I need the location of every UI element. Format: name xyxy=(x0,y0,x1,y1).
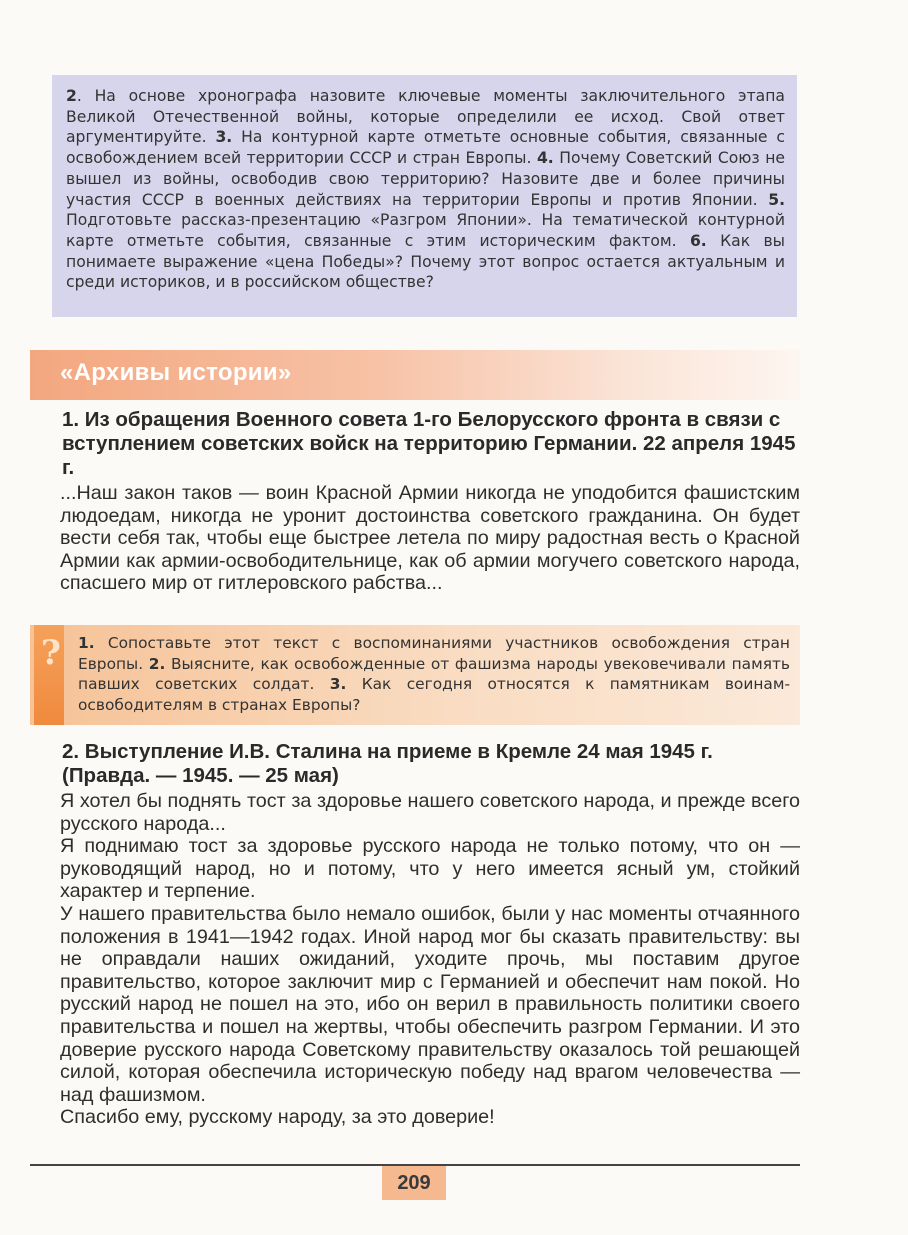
question-2-text: . На основе хронографа назовите ключевые моменты заключительного этапа Великой Отечественной войны, которые определили ее исход. Свой ответ аргументируйте. xyxy=(66,87,785,147)
question-2-number: 2 xyxy=(66,87,77,105)
document-2-paragraph-3: У нашего правительства было немало ошибок, были у нас моменты отчаянного положения в 1941—1942 годах. Иной народ мог бы сказать правительству: вы не оправдали наших ожиданий, уходите прочь, мы поставим другое правительство, которое заключит мир с Германией и обеспечит нам покой. Но русский народ не пошел на это, ибо он верил в правильность политики своего правительства и пошел на жертвы, чтобы обеспечить разгром Германии. И это доверие русского народа Советскому правительству оказалось той решающей силой, которая обеспечила историческую победу над врагом человечества — над фашизмом. xyxy=(60,902,800,1106)
question-mark-icon: ? xyxy=(41,633,61,673)
page-number: 209 xyxy=(382,1166,446,1200)
doc-question-1-number: 1. xyxy=(78,634,95,652)
document-1-questions-box xyxy=(30,625,800,725)
question-5-text: Подготовьте рассказ-презентацию «Разгром Японии». На тематической контурной карте отметьте события, связанные с этим историческим фактом. xyxy=(66,211,785,250)
doc-question-2-text: Выясните, как освобожденные от фашизма народы увековечивали память павших советских солдат. xyxy=(78,654,790,694)
archive-section-header xyxy=(30,350,800,400)
document-2-text xyxy=(60,790,800,1129)
doc-question-3-text: Как сегодня относятся к памятникам воинам-освободителям в странах Европы? xyxy=(78,675,790,714)
questions-box xyxy=(52,75,797,317)
document-1-questions xyxy=(78,633,790,715)
document-1-paragraph: ...Наш закон таков — воин Красной Армии никогда не уподобится фашистским людоедам, никогда не уронит достоинства советского гражданина. Он будет вести себя так, чтобы еще быстрее летела по миру радостная весть о Красной Армии как армии-освободительнице, как об армии могучего советского народа, спасшего мир от гитлеровского рабства... xyxy=(60,482,800,595)
question-6-text: Как вы понимаете выражение «цена Победы»? Почему этот вопрос остается актуальным и среди историков, и в российском обществе? xyxy=(66,231,785,292)
question-3-text: На контурной карте отметьте основные события, связанные с освобождением всей территории СССР и стран Европы. xyxy=(66,128,785,168)
doc-question-2-number: 2. xyxy=(148,654,166,673)
question-5-number: 5. xyxy=(768,190,785,209)
doc-question-1-text: Сопоставьте этот текст с воспоминаниями участников освобождения стран Европы. xyxy=(78,634,790,673)
question-6-number: 6. xyxy=(689,231,707,250)
question-3-number: 3. xyxy=(215,128,233,147)
question-4-number: 4. xyxy=(536,149,554,168)
question-tab xyxy=(34,625,64,725)
document-2-paragraph-4: Спасибо ему, русскому народу, за это доверие! xyxy=(60,1106,495,1129)
document-1-text xyxy=(60,482,800,595)
document-2-heading: 2. Выступление И.В. Сталина на приеме в Кремле 24 мая 1945 г. (Правда. — 1945. — 25 мая) xyxy=(62,740,713,787)
archive-title: «Архивы истории» xyxy=(60,359,292,386)
document-2-paragraph-2: Я поднимаю тост за здоровье русского народа не только потому, что он — руководящий народ, но и потому, что у него имеется ясный ум, стойкий характер и терпение. xyxy=(60,835,800,903)
document-2-paragraph-1: Я хотел бы поднять тост за здоровье нашего советского народа, и прежде всего русского народа... xyxy=(60,790,800,835)
question-4-text: Почему Советский Союз не вышел из войны, освободив свою территорию? Назовите две и более причины участия СССР в военных действиях на территории Европы и против Японии. xyxy=(66,149,785,209)
doc-question-3-number: 3. xyxy=(329,675,347,694)
document-1-heading: 1. Из обращения Военного совета 1-го Белорусского фронта в связи с вступлением советских войск на территорию Германии. 22 апреля 1945 г. xyxy=(62,408,796,479)
